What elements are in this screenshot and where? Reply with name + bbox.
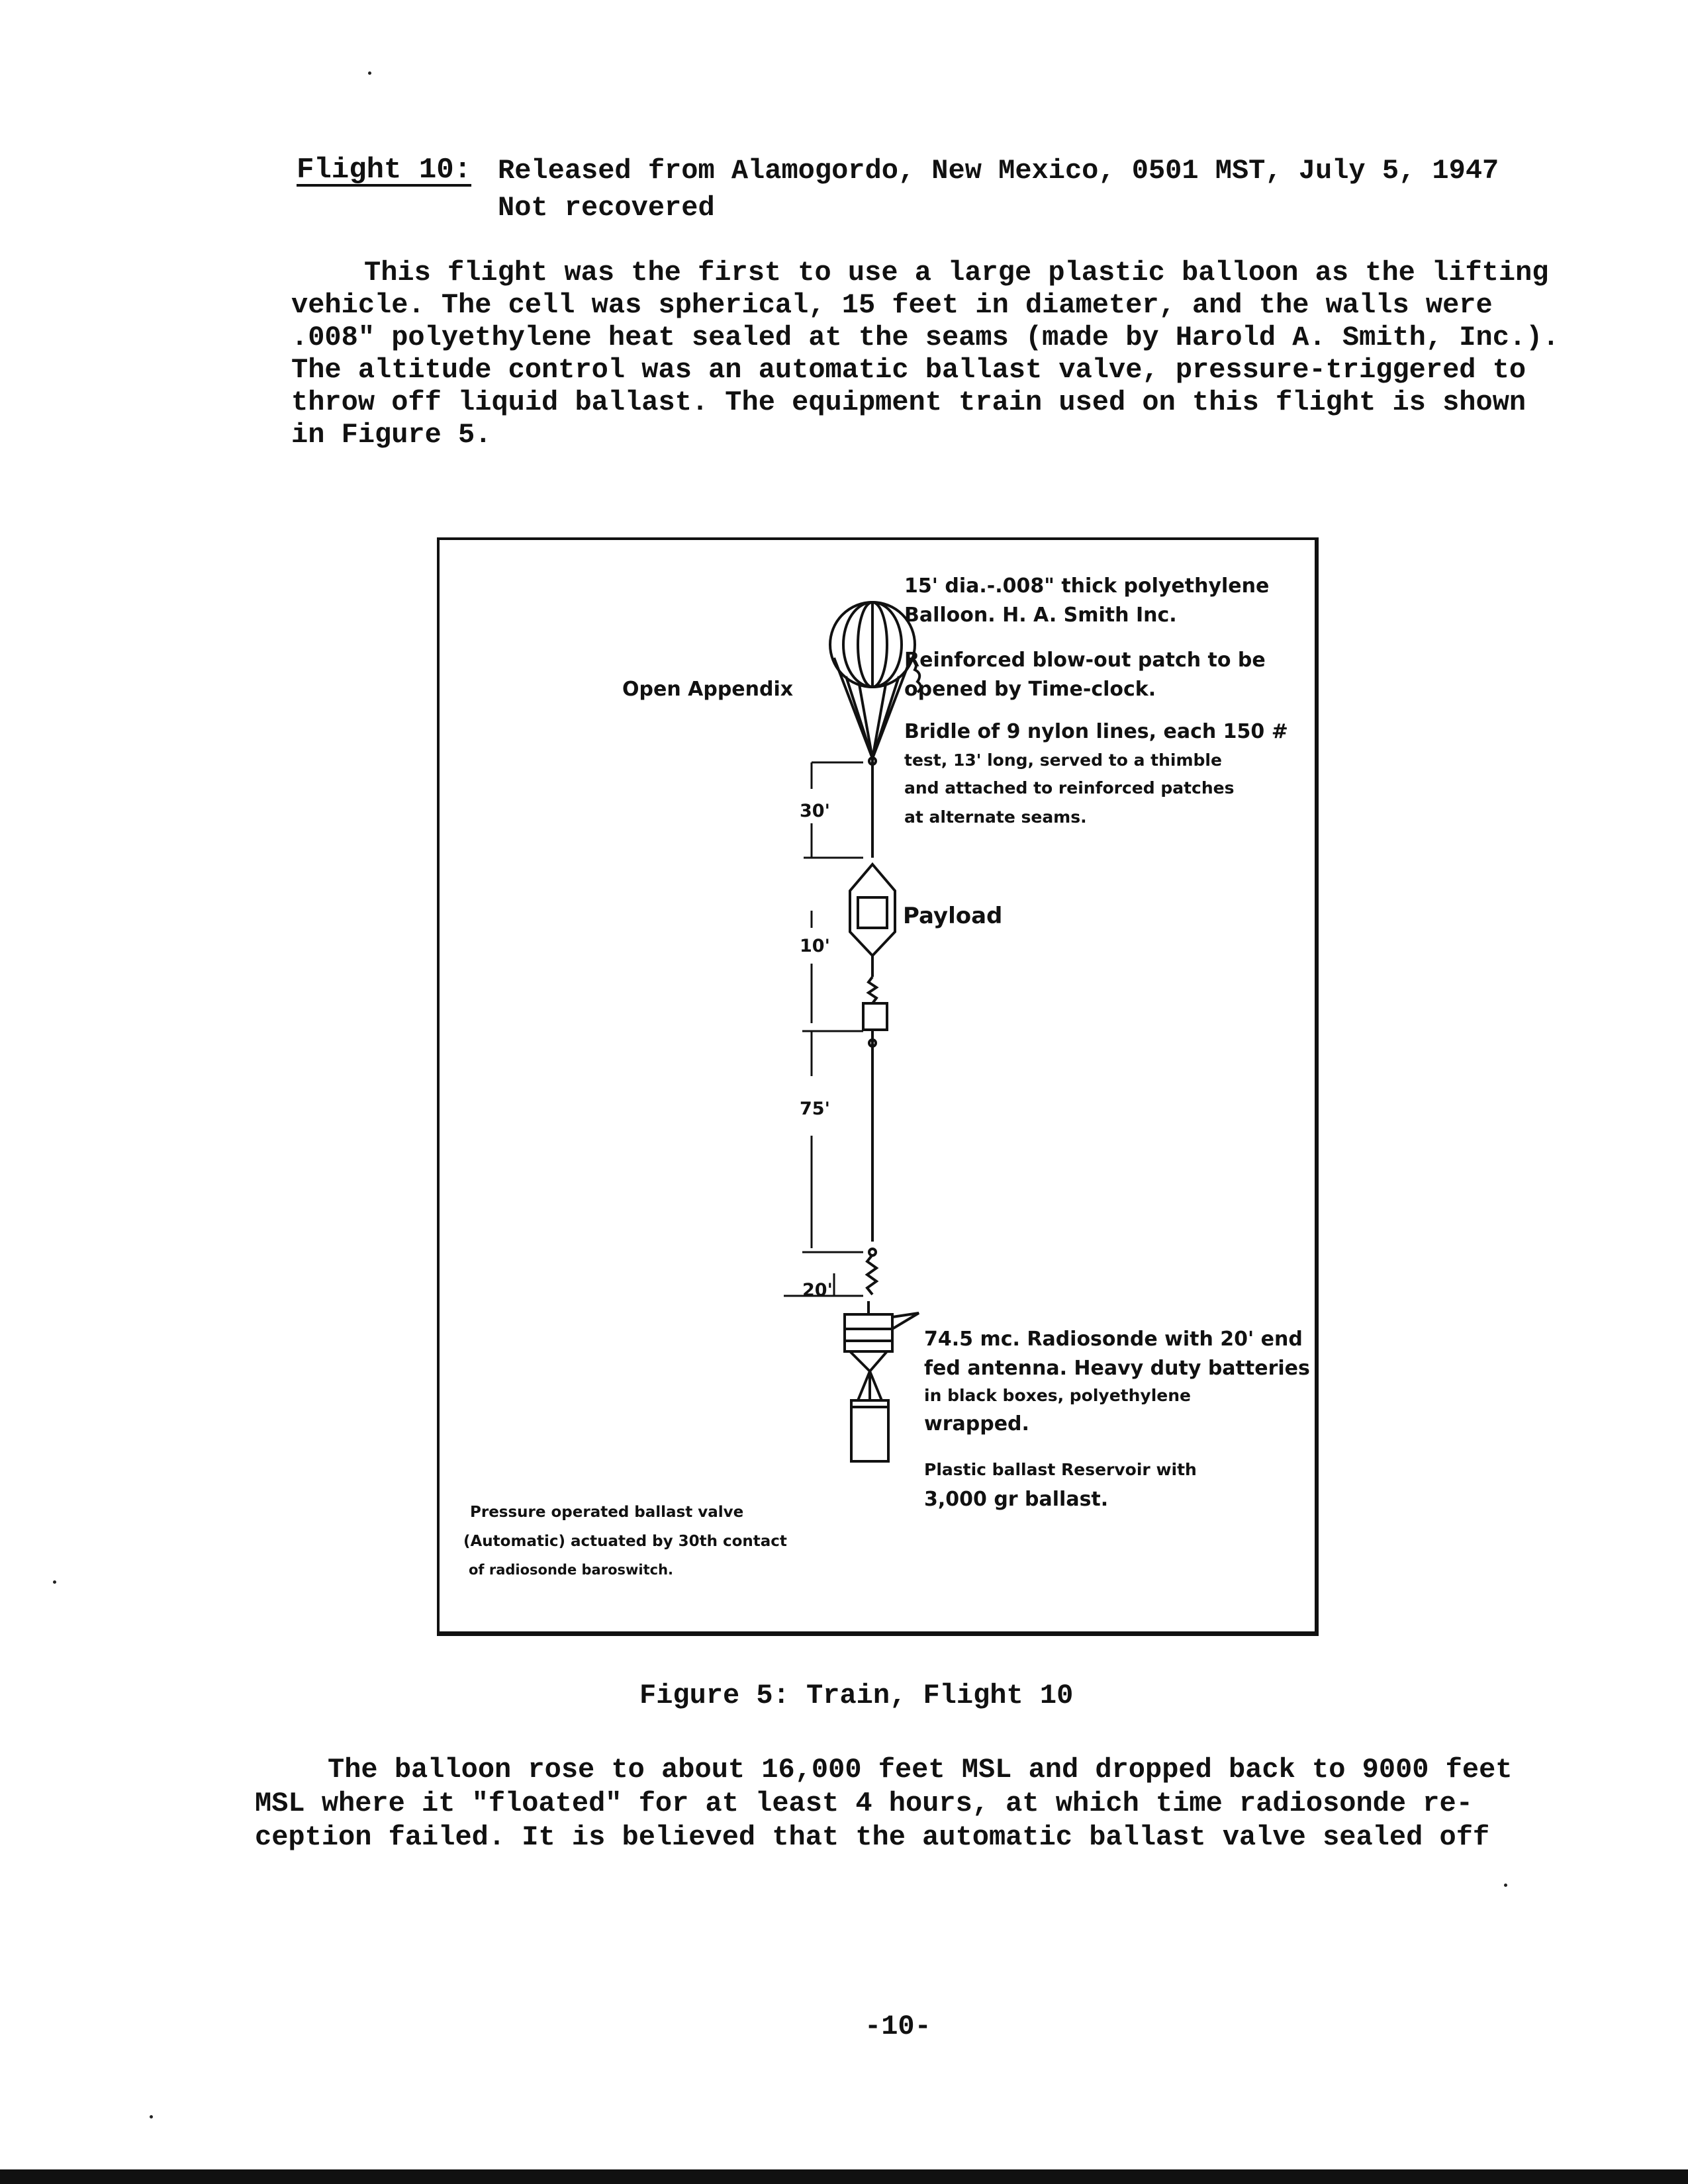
distance-75ft: 75'	[800, 1099, 830, 1119]
radiosonde-note-line-1: 74.5 mc. Radiosonde with 20' end	[924, 1328, 1303, 1351]
intro-line: in Figure 5.	[291, 419, 492, 451]
radiosonde-note-line-3: in black boxes, polyethylene	[924, 1386, 1192, 1405]
open-appendix-label: Open Appendix	[622, 678, 794, 701]
figure-frame	[437, 537, 1319, 1636]
status-line: Not recovered	[498, 192, 715, 224]
intro-line: throw off liquid ballast. The equipment train used on this flight is shown	[291, 387, 1526, 418]
release-line: Released from Alamogordo, New Mexico, 0501 MST, July 5, 1947	[498, 155, 1499, 187]
intro-line: This flight was the first to use a large plastic balloon as the lifting	[364, 257, 1549, 289]
scan-bottom-edge	[0, 2169, 1688, 2184]
bridle-note-line-3: and attached to reinforced patches	[904, 778, 1235, 797]
page-number: -10-	[865, 2011, 931, 2042]
scan-speck	[150, 2115, 153, 2118]
scan-speck	[1504, 1884, 1507, 1887]
scan-speck	[368, 71, 371, 75]
ballast-valve-box-icon	[863, 1003, 887, 1030]
scan-speck	[53, 1580, 56, 1584]
bridle-note-line-2: test, 13' long, served to a thimble	[904, 751, 1222, 770]
distance-10ft: 10'	[800, 936, 830, 956]
reservoir-note-line-1: Plastic ballast Reservoir with	[924, 1460, 1197, 1479]
antenna-icon	[867, 1255, 876, 1295]
radiosonde-note-line-2: fed antenna. Heavy duty batteries	[924, 1357, 1310, 1380]
distance-20ft: 20'	[802, 1280, 833, 1300]
body-line: MSL where it "floated" for at least 4 hours, at which time radiosonde re-	[255, 1788, 1473, 1819]
payload-label: Payload	[903, 903, 1003, 929]
payload-icon	[850, 864, 895, 1003]
flight-label: Flight 10:	[297, 154, 472, 187]
reservoir-icon	[851, 1371, 888, 1461]
intro-line: The altitude control was an automatic ballast valve, pressure-triggered to	[291, 354, 1526, 386]
radiosonde-note-line-4: wrapped.	[924, 1412, 1029, 1435]
radiosonde-icon	[845, 1301, 919, 1371]
patch-note-line-2: opened by Time-clock.	[904, 678, 1156, 701]
patch-note-line-1: Reinforced blow-out patch to be	[904, 649, 1266, 672]
bridle-note-line-4: at alternate seams.	[904, 807, 1087, 827]
dimension-markers	[784, 762, 863, 1296]
body-line: ception failed. It is believed that the automatic ballast valve sealed off	[255, 1821, 1490, 1853]
valve-note-line-2: (Automatic) actuated by 30th contact	[463, 1533, 787, 1550]
intro-line: vehicle. The cell was spherical, 15 feet in diameter, and the walls were	[291, 289, 1493, 321]
balloon-note-line-1: 15' dia.-.008" thick polyethylene	[904, 574, 1270, 598]
intro-line: .008" polyethylene heat sealed at the seams (made by Harold A. Smith, Inc.).	[291, 322, 1560, 353]
figure-caption: Figure 5: Train, Flight 10	[639, 1680, 1074, 1711]
balloon-note-line-2: Balloon. H. A. Smith Inc.	[904, 604, 1177, 627]
body-line: The balloon rose to about 16,000 feet MSL and dropped back to 9000 feet	[328, 1754, 1513, 1786]
reservoir-note-line-2: 3,000 gr ballast.	[924, 1488, 1109, 1511]
distance-30ft: 30'	[800, 801, 830, 821]
valve-note-line-3: of radiosonde baroswitch.	[469, 1562, 674, 1578]
bridle-note-line-1: Bridle of 9 nylon lines, each 150 #	[904, 720, 1288, 743]
valve-note-line-1: Pressure operated ballast valve	[470, 1504, 744, 1521]
